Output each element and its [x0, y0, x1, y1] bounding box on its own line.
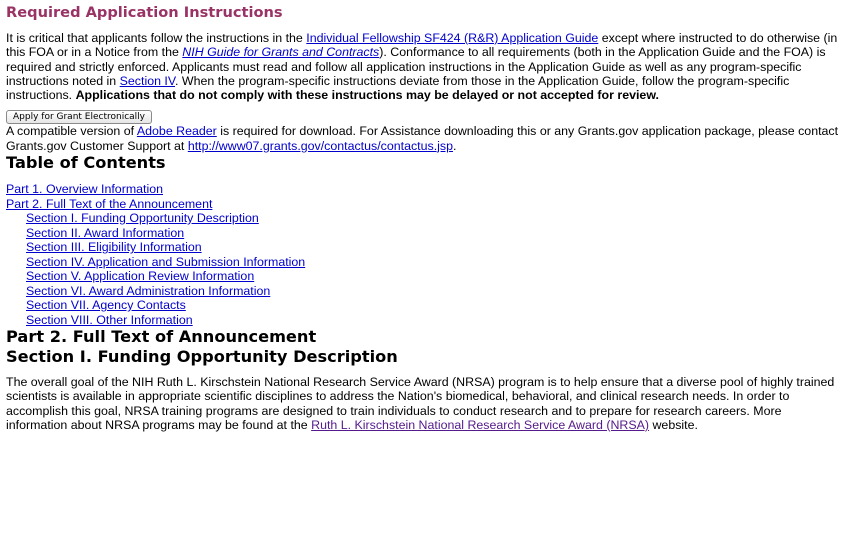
- toc-link-section-i[interactable]: Section I. Funding Opportunity Description: [26, 211, 259, 226]
- section-iv-link[interactable]: Section IV: [119, 73, 175, 88]
- section-i-text-1: The overall goal of the NIH Ruth L. Kirschstein National Research Service Award (NRSA) program is to help ensure that a diverse pool of highly trained scientists is available in appropriate scientific disciplines to address the Nation's biomedical, behavioral, and clinical research needs. In order to accomplish this goal, NRSA training programs are designed to train individuals to conduct research and to prepare for research careers. More information about NRSA programs may be found at the: [6, 375, 835, 432]
- toc-link-section-vii[interactable]: Section VII. Agency Contacts: [26, 298, 186, 313]
- nih-guide-link[interactable]: [182, 45, 379, 59]
- adobe-reader-paragraph: [6, 124, 844, 153]
- part-2-title: Part 2. Full Text of Announcement: [6, 327, 317, 347]
- nrsa-link[interactable]: Ruth L. Kirschstein National Research Service Award (NRSA): [311, 417, 650, 432]
- nih-guide-link-text: NIH Guide for Grants and Contracts: [182, 45, 380, 60]
- apply-for-grant-button[interactable]: Apply for Grant Electronically: [6, 110, 152, 124]
- reader-text-1: A compatible version of: [6, 124, 137, 139]
- toc-link-section-v[interactable]: Section V. Application Review Information: [26, 269, 255, 284]
- toc-link-part-2[interactable]: Part 2. Full Text of the Announcement: [6, 196, 213, 211]
- toc-link-section-iii[interactable]: Section III. Eligibility Information: [26, 240, 202, 255]
- intro-paragraph: [6, 31, 844, 102]
- intro-text-2: except where instructed to do otherwise (in this FOA or in a Notice from the: [6, 31, 838, 60]
- toc-link-section-viii[interactable]: Section VIII. Other Information: [26, 312, 193, 327]
- compliance-warning: Applications that do not comply with these instructions may be delayed or not accepted for review.: [75, 88, 659, 103]
- intro-text-4: . When the program-specific instructions deviate from those in the Application Guide, follow the program-specific instructions.: [6, 73, 790, 103]
- required-instructions-heading: Required Application Instructions: [6, 4, 283, 21]
- section-i-title: Section I. Funding Opportunity Description: [6, 347, 398, 367]
- table-of-contents-title: Table of Contents: [6, 153, 166, 173]
- grants-gov-contact-link[interactable]: http://www07.grants.gov/contactus/contactus.jsp: [187, 138, 453, 153]
- intro-text-3: ). Conformance to all requirements (both in the Application Guide and the FOA) is required and strictly enforced. Applicants must read and follow all application instructions in the Application Guide as well as any program-specific instructions noted in: [6, 45, 826, 88]
- toc-link-part-1[interactable]: Part 1. Overview Information: [6, 182, 164, 197]
- section-i-text-2: website.: [649, 417, 698, 432]
- adobe-reader-link[interactable]: Adobe Reader: [136, 124, 217, 139]
- table-of-contents: [6, 182, 844, 327]
- intro-text-1: It is critical that applicants follow the instructions in the: [6, 31, 307, 45]
- application-guide-link[interactable]: Individual Fellowship SF424 (R&R) Application Guide: [306, 31, 599, 45]
- section-i-paragraph: [6, 375, 844, 432]
- toc-link-section-iv[interactable]: Section IV. Application and Submission Information: [26, 254, 306, 269]
- reader-text-2: is required for download. For Assistance downloading this or any Grants.gov application package, please contact Grants.gov Customer Support at: [6, 124, 839, 153]
- toc-link-section-vi[interactable]: Section VI. Award Administration Information: [26, 283, 271, 298]
- reader-text-3: .: [452, 138, 457, 153]
- toc-link-section-ii[interactable]: Section II. Award Information: [26, 225, 185, 240]
